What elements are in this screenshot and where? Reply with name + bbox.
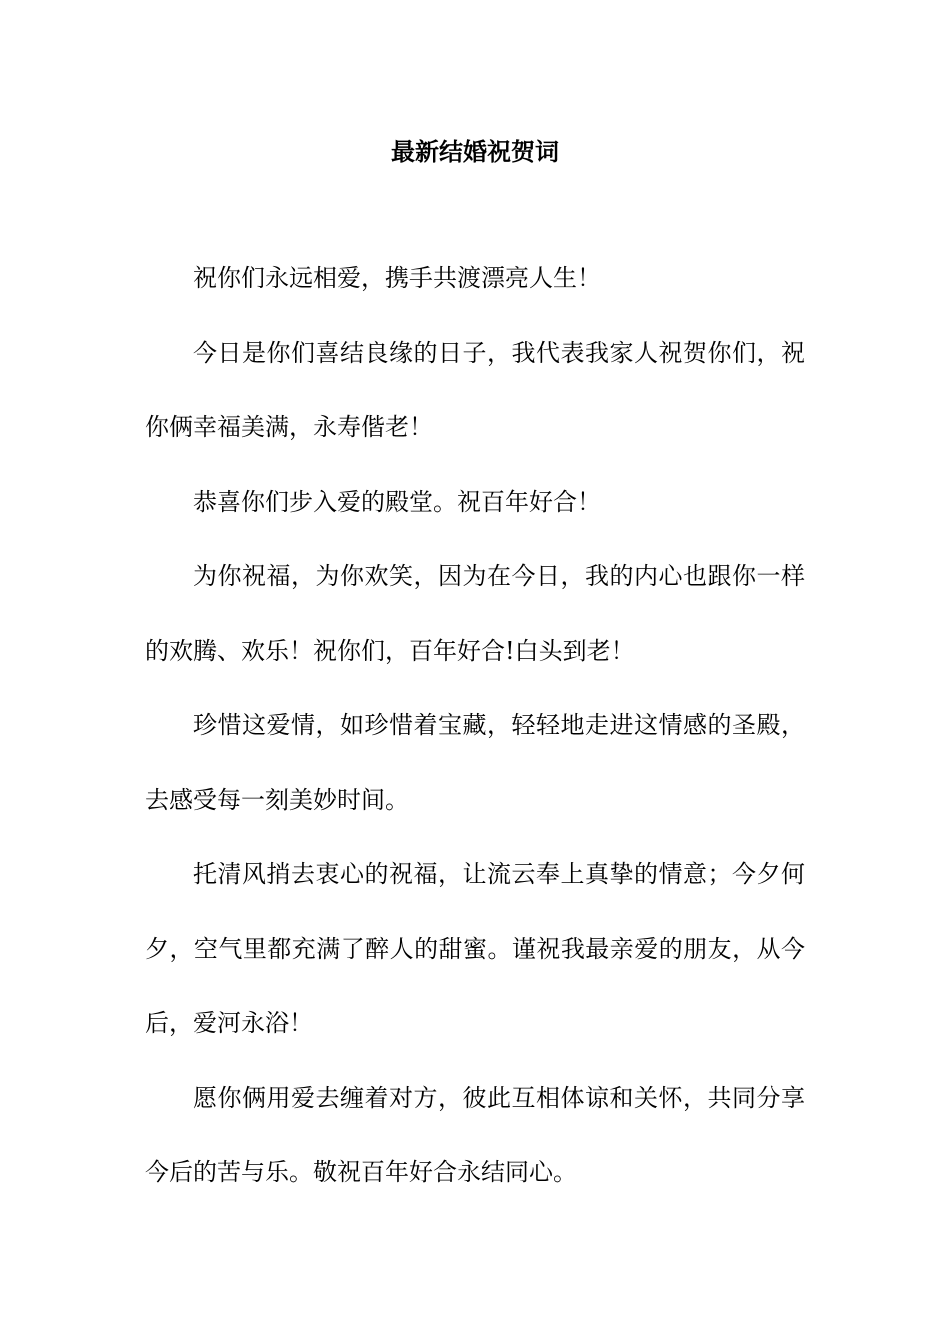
document-title: 最新结婚祝贺词 (391, 137, 559, 166)
paragraph-6: 托清风捎去衷心的祝福，让流云奉上真挚的情意；今夕何夕，空气里都充满了醉人的甜蜜。谨祝我最亲爱的朋友，从今后，爱河永浴！ (145, 860, 805, 1037)
paragraph-7: 愿你俩用爱去缠着对方，彼此互相体谅和关怀，共同分享今后的苦与乐。敬祝百年好合永结同心。 (145, 1083, 805, 1186)
paragraph-2: 今日是你们喜结良缘的日子，我代表我家人祝贺你们，祝你俩幸福美满，永寿偕老！ (145, 338, 805, 441)
paragraph-1: 祝你们永远相爱，携手共渡漂亮人生！ (193, 264, 601, 292)
paragraph-3: 恭喜你们步入爱的殿堂。祝百年好合！ (193, 487, 601, 516)
paragraph-4: 为你祝福，为你欢笑，因为在今日，我的内心也跟你一样的欢腾、欢乐！祝你们，百年好合!白头到老！ (145, 562, 805, 665)
document-body (145, 241, 805, 1210)
paragraph-5: 珍惜这爱情，如珍惜着宝藏，轻轻地走进这情感的圣殿，去感受每一刻美妙时间。 (145, 711, 805, 814)
